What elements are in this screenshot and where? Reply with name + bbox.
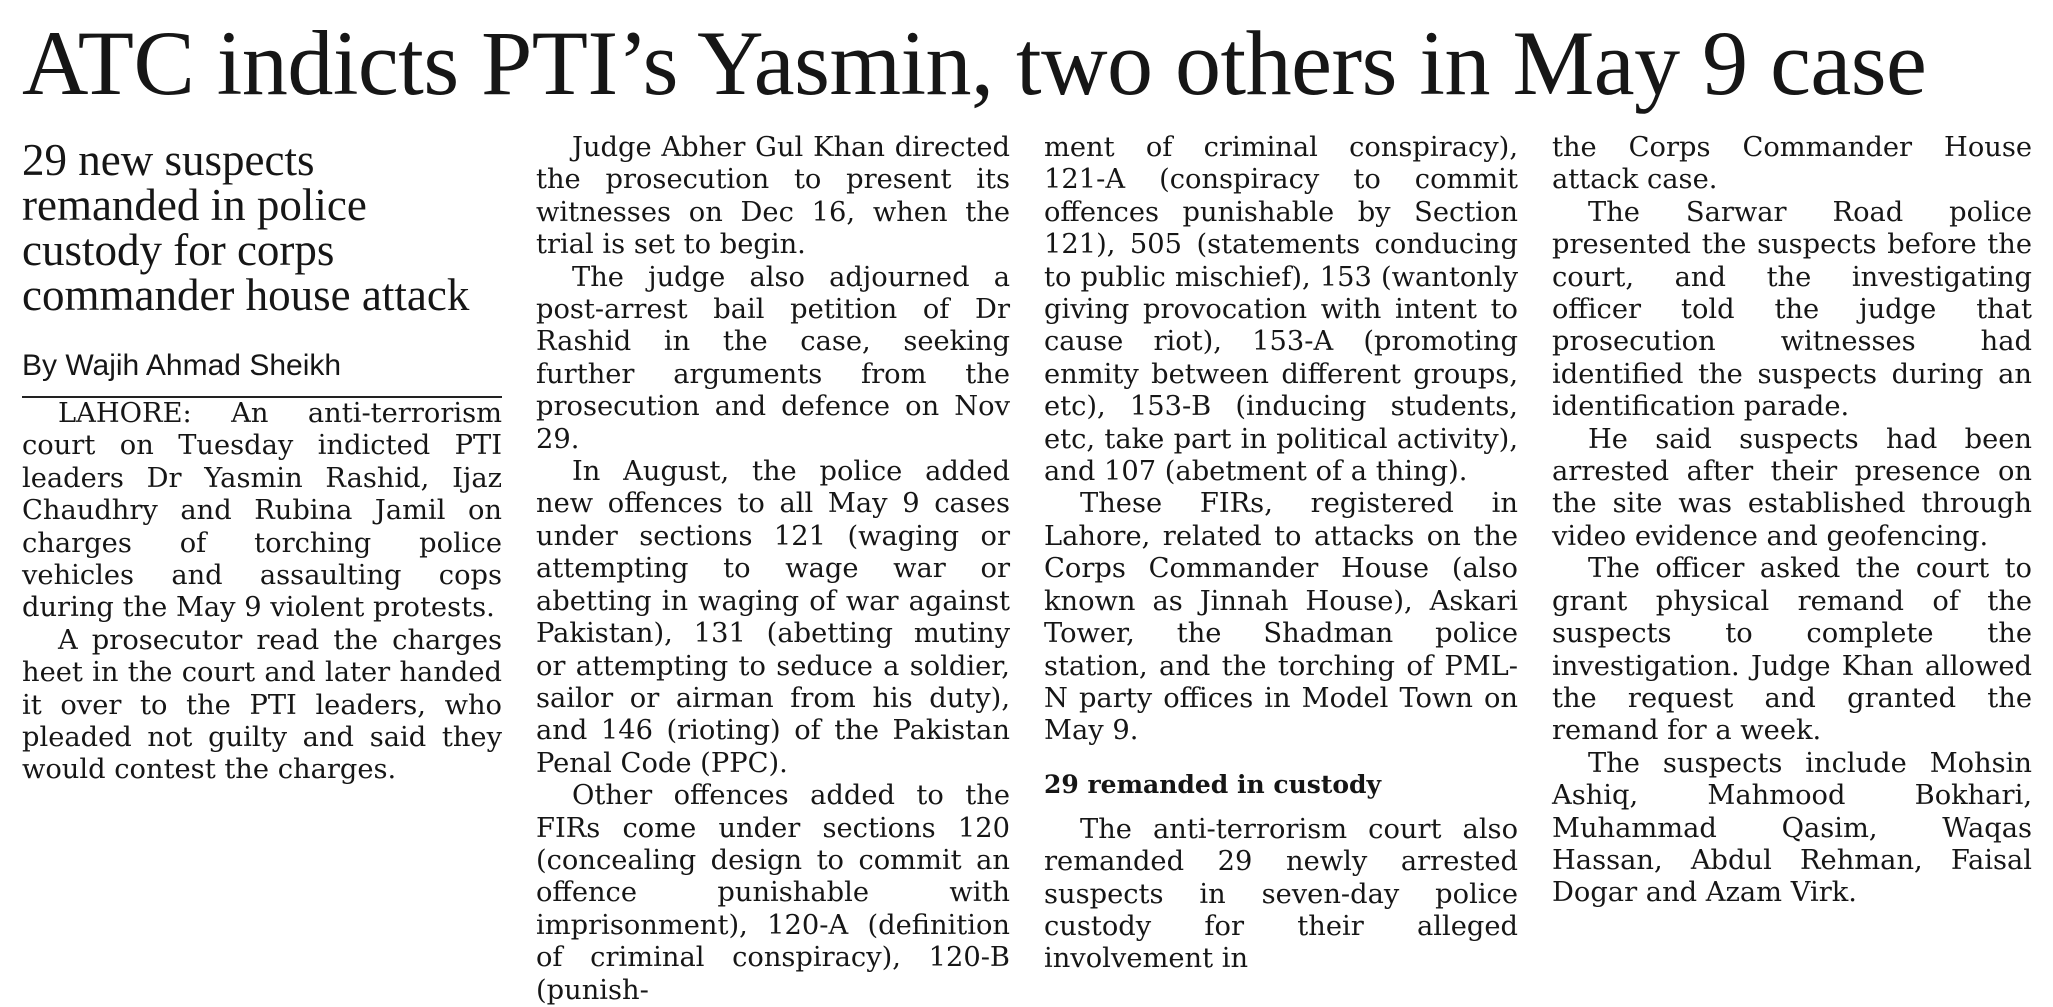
paragraph: the Corps Commander House attack case. (1552, 132, 2032, 196)
deck: 29 new suspects remanded in police custody for corps commander house attack (22, 135, 470, 320)
column-1 (22, 128, 502, 890)
paragraph: The suspects include Mohsin Ashiq, Mahmood Bokhari, Muhammad Qasim, Waqas Hassan, Abdul Rehman, Faisal Dogar and Azam Virk. (1552, 747, 2032, 909)
paragraph: Other offences added to the FIRs come under sections 120 (concealing design to commit an offence punishable with imprisonment), 120-A (definition of criminal conspiracy), 120-B (punish- (536, 780, 1010, 1006)
column-2 (536, 132, 1010, 1006)
paragraph: The officer asked the court to grant physical remand of the suspects to complete the investigation. Judge Khan allowed the request and granted the remand for a week. (1552, 553, 2032, 747)
paragraph: In August, the police added new offences to all May 9 cases under sections 121 (waging or attempting to wage war or abetting in waging of war against Pakistan), 131 (abetting mutiny or attempting to seduce a soldier, sailor or airman from his duty), and 146 (rioting) of the Pakistan Penal Code (PPC). (536, 456, 1010, 779)
column-4 (1552, 132, 2032, 909)
paragraph: Judge Abher Gul Khan directed the prosecution to present its witnesses on Dec 16, when the trial is set to begin. (536, 132, 1010, 261)
paragraph: These FIRs, registered in Lahore, related to attacks on the Corps Commander House (also known as Jinnah House), Askari Tower, the Shadman police station, and the torching of PML-N party offices in Model Town on May 9. (1044, 488, 1518, 747)
paragraph: ment of criminal conspiracy), 121-A (conspiracy to commit offences punishable by Section 121), 505 (statements conducing to public mischief), 153 (wantonly giving provocation with intent to cause riot), 153-A (promoting enmity between different groups, etc), 153-B (inducing students, etc, take part in political activity), and 107 (abetment of a thing). (1044, 132, 1518, 488)
column-3 (1044, 132, 1518, 975)
paragraph: The anti-terrorism court also remanded 29 newly arrested suspects in seven-day police custody for their alleged involvement in (1044, 813, 1518, 975)
byline: By Wajih Ahmad Sheikh (22, 348, 502, 398)
paragraph: He said suspects had been arrested after their presence on the site was established through video evidence and geofencing. (1552, 423, 2032, 552)
subheading: 29 remanded in custody (1044, 769, 1382, 799)
paragraph: The judge also adjourned a post-arrest bail petition of Dr Rashid in the case, seeking further arguments from the prosecution and defence on Nov 29. (536, 261, 1010, 455)
paragraph: The Sarwar Road police presented the suspects before the court, and the investigating officer told the judge that prosecution witnesses had identified the suspects during an identification parade. (1552, 196, 2032, 423)
headline: ATC indicts PTI’s Yasmin, two others in May 9 case (22, 12, 1927, 114)
paragraph: A prosecutor read the charges heet in the court and later handed it over to the PTI leaders, who pleaded not guilty and said they would contest the charges. (22, 624, 502, 786)
paragraph: LAHORE: An anti-terrorism court on Tuesday indicted PTI leaders Dr Yasmin Rashid, Ijaz Chaudhry and Rubina Jamil on charges of torching police vehicles and assaulting cops during the May 9 violent protests. (22, 398, 502, 624)
